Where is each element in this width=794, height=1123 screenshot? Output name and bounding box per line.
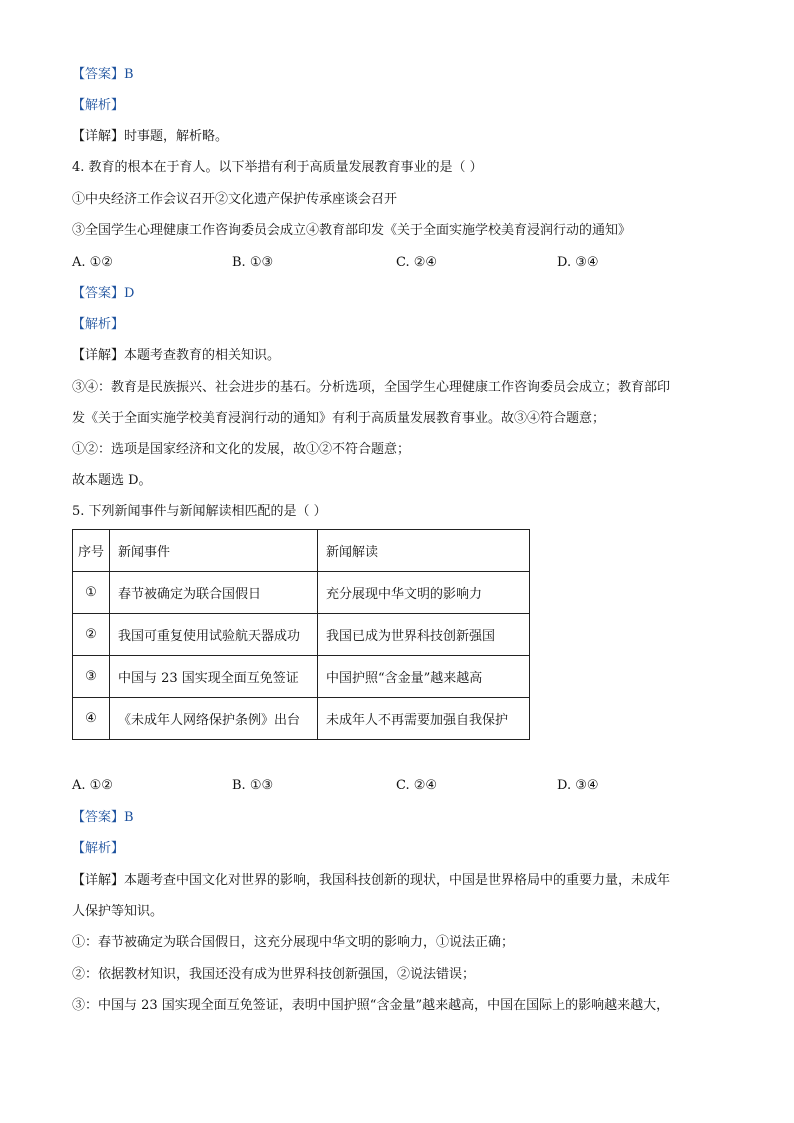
q3-analysis: 【解析】 — [72, 98, 125, 113]
table-row — [73, 614, 530, 656]
q4-explain-4: 故本题选 D。 — [72, 473, 152, 488]
q4-option-d: D. ③④ — [557, 255, 599, 270]
row-event: 我国可重复使用试验航天器成功 — [110, 614, 318, 656]
row-index: ② — [73, 614, 110, 656]
row-index: ③ — [73, 656, 110, 698]
table-header-row — [73, 530, 530, 572]
q5-stem: 5. 下列新闻事件与新闻解读相匹配的是（ ） — [72, 504, 327, 519]
table-row — [73, 656, 530, 698]
table-row — [73, 698, 530, 740]
row-index: ① — [73, 572, 110, 614]
q5-option-a: A. ①② — [72, 778, 113, 793]
q5-explain-1: ①：春节被确定为联合国假日，这充分展现中华文明的影响力，①说法正确； — [72, 935, 515, 950]
q4-analysis: 【解析】 — [72, 317, 125, 332]
q4-option-a: A. ①② — [72, 255, 113, 270]
row-interpretation: 我国已成为世界科技创新强国 — [318, 614, 530, 656]
q4-items-line2: ③全国学生心理健康工作咨询委员会成立④教育部印发《关于全面实施学校美育浸润行动的通知》 — [72, 223, 632, 238]
q4-explain-2: 发《关于全面实施学校美育浸润行动的通知》有利于高质量发展教育事业。故③④符合题意； — [72, 411, 606, 426]
q4-option-b: B. ①③ — [232, 255, 274, 270]
q5-detail-1: 【详解】本题考查中国文化对世界的影响，我国科技创新的现状，中国是世界格局中的重要力量，未成年 — [72, 873, 671, 888]
q5-explain-3: ③：中国与 23 国实现全面互免签证，表明中国护照“含金量”越来越高，中国在国际上的影响越来越大， — [72, 998, 670, 1013]
row-event: 中国与 23 国实现全面互免签证 — [110, 656, 318, 698]
q4-stem: 4. 教育的根本在于育人。以下举措有利于高质量发展教育事业的是（ ） — [72, 160, 483, 175]
q4-answer: 【答案】D — [72, 286, 135, 301]
q5-option-b: B. ①③ — [232, 778, 274, 793]
q4-detail: 【详解】本题考查教育的相关知识。 — [72, 348, 281, 363]
row-interpretation: 中国护照“含金量”越来越高 — [318, 656, 530, 698]
row-event: 春节被确定为联合国假日 — [110, 572, 318, 614]
q5-option-d: D. ③④ — [557, 778, 599, 793]
q4-option-c: C. ②④ — [396, 255, 438, 270]
table-row — [73, 572, 530, 614]
header-index: 序号 — [73, 530, 110, 572]
row-interpretation: 未成年人不再需要加强自我保护 — [318, 698, 530, 740]
q5-answer: 【答案】B — [72, 810, 134, 825]
header-event: 新闻事件 — [110, 530, 318, 572]
row-interpretation: 充分展现中华文明的影响力 — [318, 572, 530, 614]
q4-explain-1: ③④：教育是民族振兴、社会进步的基石。分析选项，全国学生心理健康工作咨询委员会成立；教育部印 — [72, 380, 671, 395]
news-table — [72, 529, 530, 740]
q5-analysis: 【解析】 — [72, 841, 125, 856]
q3-answer: 【答案】B — [72, 67, 134, 82]
q5-option-c: C. ②④ — [396, 778, 438, 793]
q3-detail: 【详解】时事题，解析略。 — [72, 129, 229, 144]
q5-explain-2: ②：依据教材知识，我国还没有成为世界科技创新强国，②说法错误； — [72, 967, 476, 982]
row-event: 《未成年人网络保护条例》出台 — [110, 698, 318, 740]
q4-items-line1: ①中央经济工作会议召开②文化遗产保护传承座谈会召开 — [72, 192, 398, 207]
header-interpretation: 新闻解读 — [318, 530, 530, 572]
row-index: ④ — [73, 698, 110, 740]
q5-detail-2: 人保护等知识。 — [72, 904, 164, 919]
q4-explain-3: ①②：选项是国家经济和文化的发展，故①②不符合题意； — [72, 442, 411, 457]
